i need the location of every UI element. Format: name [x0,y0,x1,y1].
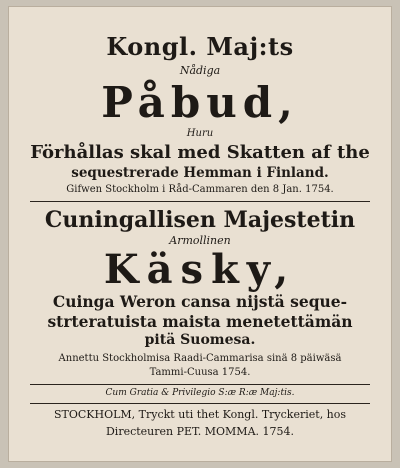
title-swedish-kongl: Kongl. Maj:ts [106,32,294,61]
document-page [8,6,392,462]
title-pabud: Påbud, [101,78,299,127]
text-privilege: Cum Gratia & Privilegio S:æ R:æ Maj:tis. [105,388,295,398]
title-finnish-cuningallisen: Cuningallisen Majestetin [44,207,356,233]
text-pita-suomesa: pitä Suomesa. [144,332,256,348]
text-huru: Huru [186,128,214,139]
imprint-line-2: Directeuren PET. MOMMA. 1754. [105,425,294,438]
text-gifwen-date: Gifwen Stockholm i Råd-Cammaren den 8 Jan. 1754. [66,184,334,195]
text-strteratuista: strteratuista maista menetettämän [47,312,353,331]
divider-rule [30,403,370,404]
text-annettu: Annettu Stockholmisa Raadi-Cammarisa sinä 8 päiwäsä [58,353,342,364]
text-sequestrerade: sequestrerade Hemman i Finland. [71,165,329,181]
divider-rule [30,384,370,385]
imprint-line-1: STOCKHOLM, Tryckt uti thet Kongl. Tryckeriet, hos [53,408,347,421]
divider-rule [30,201,370,202]
subtitle-nadiga: Nådiga [179,64,221,77]
text-forhallas: Förhållas skal med Skatten af the [30,142,370,163]
subtitle-armollinen: Armollinen [169,234,231,247]
text-tammi-cuusa: Tammi-Cuusa 1754. [149,367,251,378]
text-cuinga: Cuinga Weron cansa nijstä seque- [52,292,348,311]
title-kasky: Käsky, [103,246,297,293]
